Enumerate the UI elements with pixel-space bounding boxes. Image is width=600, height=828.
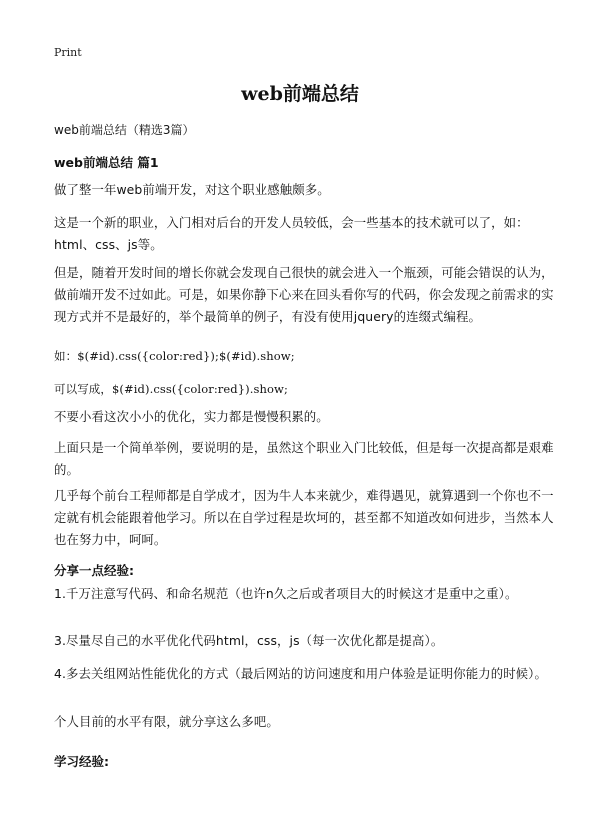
- page-title: web前端总结: [241, 83, 359, 105]
- paragraph-5: 上面只是一个简单举例，要说明的是，虽然这个职业入门比较低，但是每一次提高都是艰难的。: [54, 440, 554, 477]
- paragraph-3: 但是，随着开发时间的增长你就会发现自己很快的就会进入一个瓶颈，可能会错误的认为，做前端开发不过如此。可是，如果你静下心来在回头看你写的代码，你会发现之前需求的实现方式并不是最好的，举个最简单的例子，有没有使用jquery的连缀式编程。: [54, 265, 554, 324]
- share-item-2: 3.尽量尽自己的水平优化代码html，css，js（每一次优化都是提高）。: [54, 633, 444, 648]
- paragraph-6: 几乎每个前台工程师都是自学成才，因为牛人本来就少，难得遇见，就算遇到一个你也不一定就有机会能跟着他学习。所以在自学过程是坎坷的，甚至都不知道改如何进步，当然本人也在努力中，呵呵。: [54, 488, 554, 547]
- paragraph-4: 不要小看这次小小的优化，实力都是慢慢积累的。: [54, 409, 329, 424]
- paragraph-1: 做了整一年web前端开发，对这个职业感触颇多。: [54, 182, 330, 197]
- paragraph-2: 这是一个新的职业，入门相对后台的开发人员较低，会一些基本的技术就可以了，如：html、css、js等。: [54, 215, 529, 252]
- section-heading-1: web前端总结 篇1: [54, 155, 159, 170]
- document-subtitle: web前端总结（精选3篇）: [54, 123, 195, 137]
- share-item-1: 1.千万注意写代码、和命名规范（也许n久之后或者项目大的时候这才是重中之重）。: [54, 586, 518, 601]
- code-example-1: 如：$(#id).css({color:red});$(#id).show;: [54, 349, 295, 363]
- learn-heading: 学习经验:: [54, 754, 109, 769]
- code-example-2: 可以写成，$(#id).css({color:red}).show;: [54, 382, 288, 396]
- print-label[interactable]: Print: [54, 46, 82, 59]
- closing-paragraph: 个人目前的水平有限，就分享这么多吧。: [54, 714, 279, 729]
- share-heading: 分享一点经验:: [54, 563, 134, 578]
- share-item-3: 4.多去关组网站性能优化的方式（最后网站的访问速度和用户体验是证明你能力的时候）。: [54, 666, 547, 681]
